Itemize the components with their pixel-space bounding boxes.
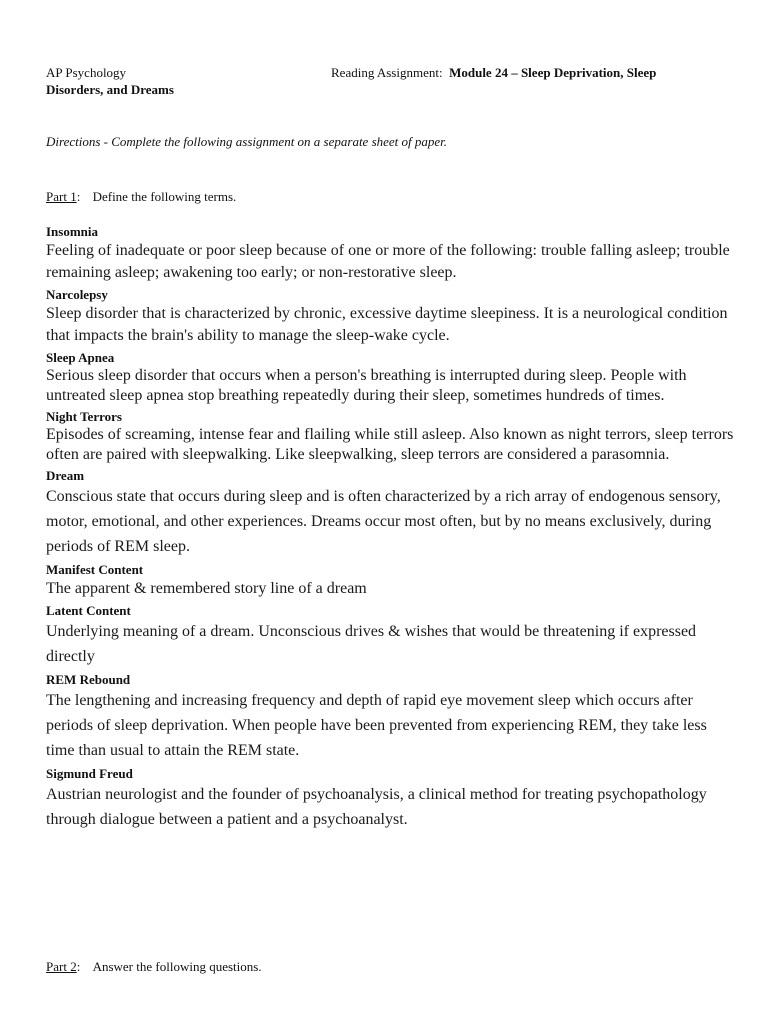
term-heading: Narcolepsy bbox=[46, 287, 108, 302]
module-title-line1: Module 24 – Sleep Deprivation, Sleep bbox=[449, 65, 657, 80]
term-heading: Manifest Content bbox=[46, 562, 144, 577]
part2-label: Part 2 bbox=[46, 959, 77, 974]
part2-instruction: Answer the following questions. bbox=[92, 959, 262, 974]
part1-label: Part 1 bbox=[46, 189, 77, 204]
term-definition: The apparent & remembered story line of a dream bbox=[46, 580, 367, 597]
term-definition: The lengthening and increasing frequency and depth of rapid eye movement sleep which occurs after periods of sleep deprivation. When people have been prevented from experiencing REM, they take less time than usual to attain the REM state. bbox=[46, 692, 707, 759]
term-definition: Feeling of inadequate or poor sleep because of one or more of the following: trouble falling asleep; trouble remaining asleep; awakening too early; or non-restorative sleep. bbox=[46, 242, 730, 281]
term-heading: Insomnia bbox=[46, 224, 99, 239]
part2-colon: : bbox=[76, 959, 81, 974]
terms-list bbox=[46, 223, 736, 834]
assignment-label: Reading Assignment: bbox=[331, 65, 443, 80]
term-heading: Sigmund Freud bbox=[46, 766, 133, 781]
term-definition: Episodes of screaming, intense fear and flailing while still asleep. Also known as night terrors, sleep terrors often are paired with sleepwalking. Like sleepwalking, sleep terrors are considered a parasomnia. bbox=[46, 426, 734, 463]
course-name: AP Psychology bbox=[46, 65, 127, 80]
module-title-line2: Disorders, and Dreams bbox=[46, 82, 174, 97]
term-definition: Conscious state that occurs during sleep and is often characterized by a rich array of endogenous sensory, motor, emotional, and other experiences. Dreams occur most often, but by no means exclusively, during periods of REM sleep. bbox=[46, 488, 721, 555]
term-definition: Serious sleep disorder that occurs when a person's breathing is interrupted during sleep. People with untreated sleep apnea stop breathing repeatedly during their sleep, sometimes hundreds of times. bbox=[46, 367, 687, 404]
term-definition: Austrian neurologist and the founder of psychoanalysis, a clinical method for treating psychopathology through dialogue between a patient and a psychoanalyst. bbox=[46, 786, 707, 828]
term-heading: Night Terrors bbox=[46, 409, 122, 424]
part1-colon: : bbox=[76, 189, 81, 204]
part2-heading bbox=[46, 959, 262, 975]
assignment-heading bbox=[331, 64, 656, 81]
term-heading: Latent Content bbox=[46, 603, 131, 618]
term-definition: Underlying meaning of a dream. Unconscious drives & wishes that would be threatening if expressed directly bbox=[46, 623, 697, 665]
header-row bbox=[46, 64, 726, 81]
part1-heading bbox=[46, 189, 236, 205]
term-definition: Sleep disorder that is characterized by chronic, excessive daytime sleepiness. It is a neurological condition that impacts the brain's ability to manage the sleep-wake cycle. bbox=[46, 305, 728, 344]
term-heading: Dream bbox=[46, 468, 85, 483]
document-header bbox=[46, 64, 726, 98]
directions-text: Directions - Complete the following assignment on a separate sheet of paper. bbox=[46, 134, 448, 149]
part1-instruction: Define the following terms. bbox=[92, 189, 237, 204]
term-heading: REM Rebound bbox=[46, 672, 131, 687]
term-heading: Sleep Apnea bbox=[46, 350, 115, 365]
